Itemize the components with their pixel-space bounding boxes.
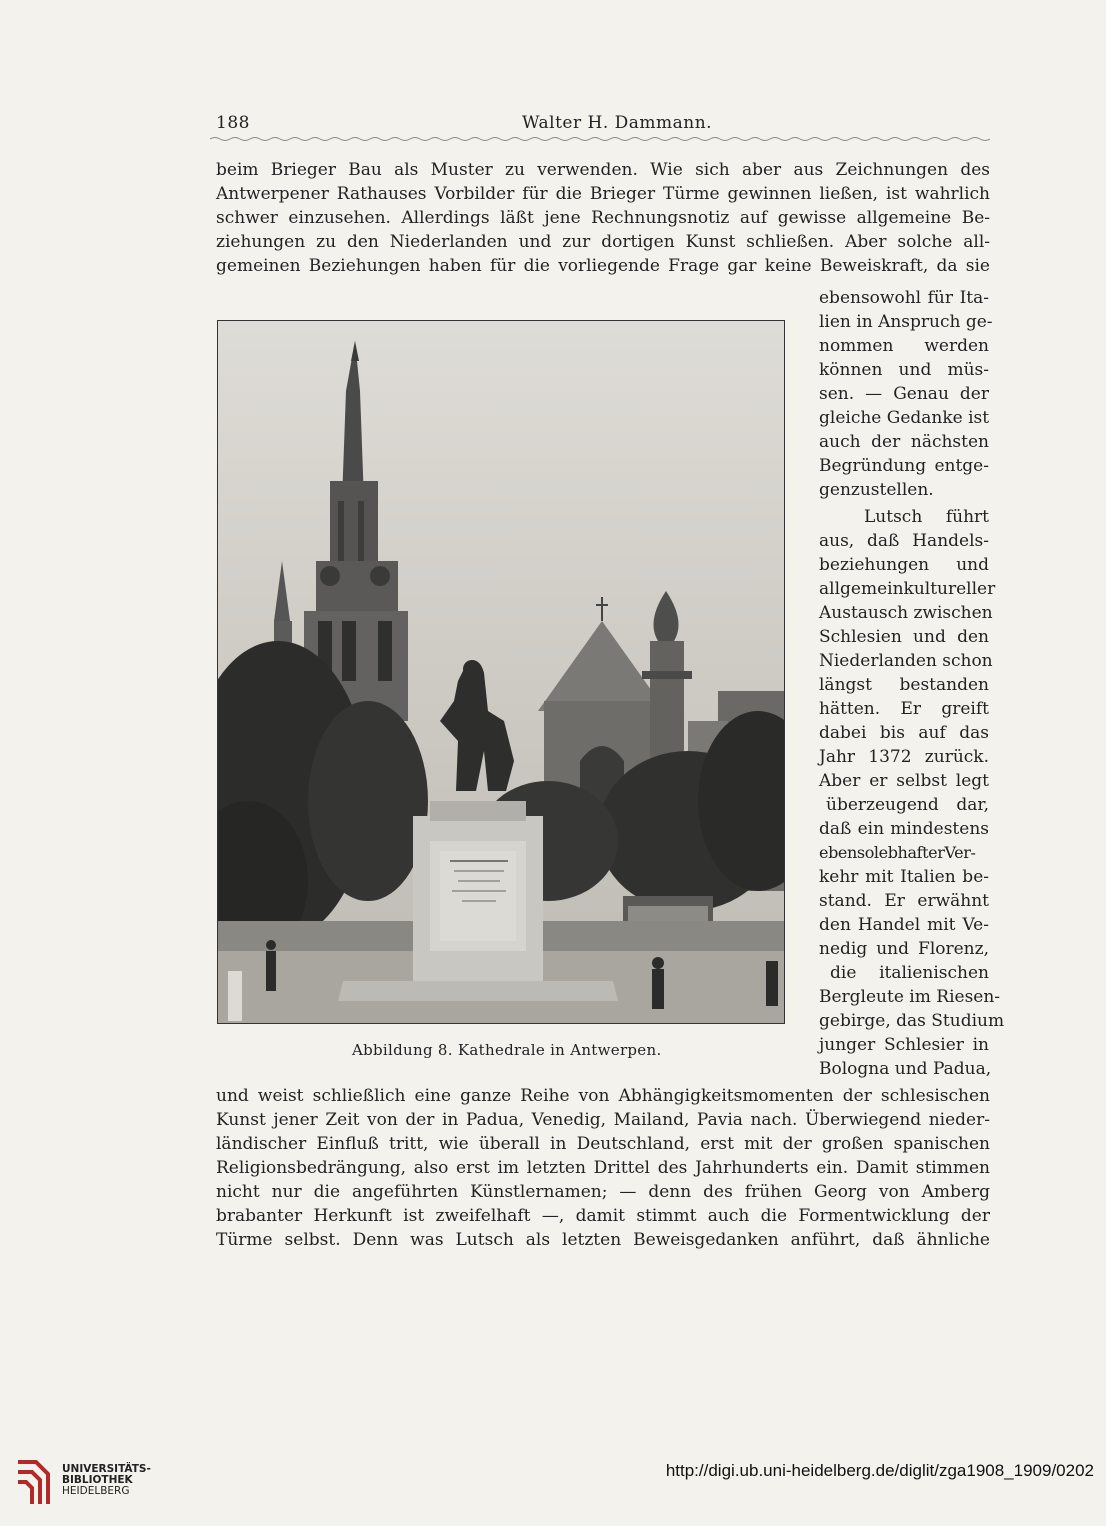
body-line: Türme selbst. Denn was Lutsch als letzten Beweisgedanken anführt, daß ähnliche: [216, 1230, 990, 1250]
side-line: gleiche Gedanke ist: [819, 408, 990, 428]
figure-photo: [217, 320, 785, 1024]
side-line: gebirge, das Studium: [819, 1011, 1005, 1031]
side-line: aus, daß Handels-: [819, 531, 989, 551]
cathedral-illustration: [218, 321, 784, 1023]
body-line: schwer einzusehen. Allerdings läßt jene Rechnungsnotiz auf gewisse allgemeine Be-: [216, 208, 990, 228]
body-line: Religionsbedrängung, also erst im letzten Drittel des Jahrhunderts ein. Damit stimmen: [216, 1158, 990, 1178]
side-line: den Handel mit Ve-: [819, 915, 989, 935]
side-line: längst bestanden: [819, 675, 989, 695]
side-line: ebensolebhafterVer-: [819, 843, 976, 862]
body-line: Kunst jener Zeit von der in Padua, Venedig, Mailand, Pavia nach. Überwiegend nieder-: [216, 1110, 990, 1130]
body-line: beim Brieger Bau als Muster zu verwenden. Wie sich aber aus Zeichnungen des: [216, 160, 990, 180]
side-line: Austausch zwischen: [819, 603, 993, 623]
body-line: ländischer Einfluß tritt, wie überall in Deutschland, erst mit der großen spanischen: [216, 1134, 990, 1154]
body-line: Antwerpener Rathauses Vorbilder für die Brieger Türme gewinnen ließen, ist wahrlich: [216, 184, 990, 204]
side-line: allgemeinkultureller: [819, 579, 996, 599]
side-line: junger Schlesier in: [819, 1035, 989, 1055]
body-line: brabanter Herkunft ist zweifelhaft —, damit stimmt auch die Formentwicklung der: [216, 1206, 990, 1226]
side-line: Niederlanden schon: [819, 651, 993, 671]
side-line: überzeugend dar,: [826, 795, 989, 815]
library-name-line: BIBLIOTHEK: [62, 1474, 133, 1486]
side-line: Jahr 1372 zurück.: [819, 747, 989, 767]
library-name-line: UNIVERSITÄTS-: [62, 1463, 151, 1475]
side-line: daß ein mindestens: [819, 819, 989, 839]
running-head: Walter H. Dammann.: [522, 113, 713, 133]
figure-caption: Abbildung 8. Kathedrale in Antwerpen.: [352, 1041, 662, 1059]
library-name: [62, 1464, 151, 1497]
side-line: Aber er selbst legt: [819, 771, 989, 791]
side-line: auch der nächsten: [819, 432, 989, 452]
side-line: nommen werden: [819, 336, 989, 356]
side-line: dabei bis auf das: [819, 723, 989, 743]
side-line: kehr mit Italien be-: [819, 867, 989, 887]
side-line: Bergleute im Riesen-: [819, 987, 1001, 1007]
side-line: stand. Er erwähnt: [819, 891, 989, 911]
side-line: genzustellen.: [819, 480, 934, 500]
side-line: Lutsch führt: [864, 507, 989, 527]
body-line: und weist schließlich eine ganze Reihe von Abhängigkeitsmomenten der schlesischen: [216, 1086, 990, 1106]
side-line: können und müs-: [819, 360, 989, 380]
side-line: Schlesien und den: [819, 627, 989, 647]
header-rule: [210, 136, 990, 142]
side-line: nedig und Florenz,: [819, 939, 989, 959]
side-line: ebensowohl für Ita-: [819, 288, 989, 308]
side-line: sen. — Genau der: [819, 384, 989, 404]
body-line: gemeinen Beziehungen haben für die vorliegende Frage gar keine Beweiskraft, da sie: [216, 256, 990, 276]
library-name-line: HEIDELBERG: [62, 1485, 130, 1497]
page-number: 188: [216, 113, 250, 133]
body-line: nicht nur die angeführten Künstlernamen; — denn des frühen Georg von Amberg: [216, 1182, 990, 1202]
side-line: Begründung entge-: [819, 456, 989, 476]
side-line: lien in Anspruch ge-: [819, 312, 993, 332]
body-line: ziehungen zu den Niederlanden und zur dortigen Kunst schließen. Aber solche all-: [216, 232, 990, 252]
side-line: die italienischen: [830, 963, 989, 983]
source-url[interactable]: http://digi.ub.uni-heidelberg.de/diglit/zga1908_1909/0202: [665, 1461, 1094, 1480]
side-line: Bologna und Padua,: [819, 1059, 992, 1079]
side-line: hätten. Er greift: [819, 699, 989, 719]
side-line: beziehungen und: [819, 555, 989, 575]
library-logo-icon: [14, 1458, 56, 1508]
